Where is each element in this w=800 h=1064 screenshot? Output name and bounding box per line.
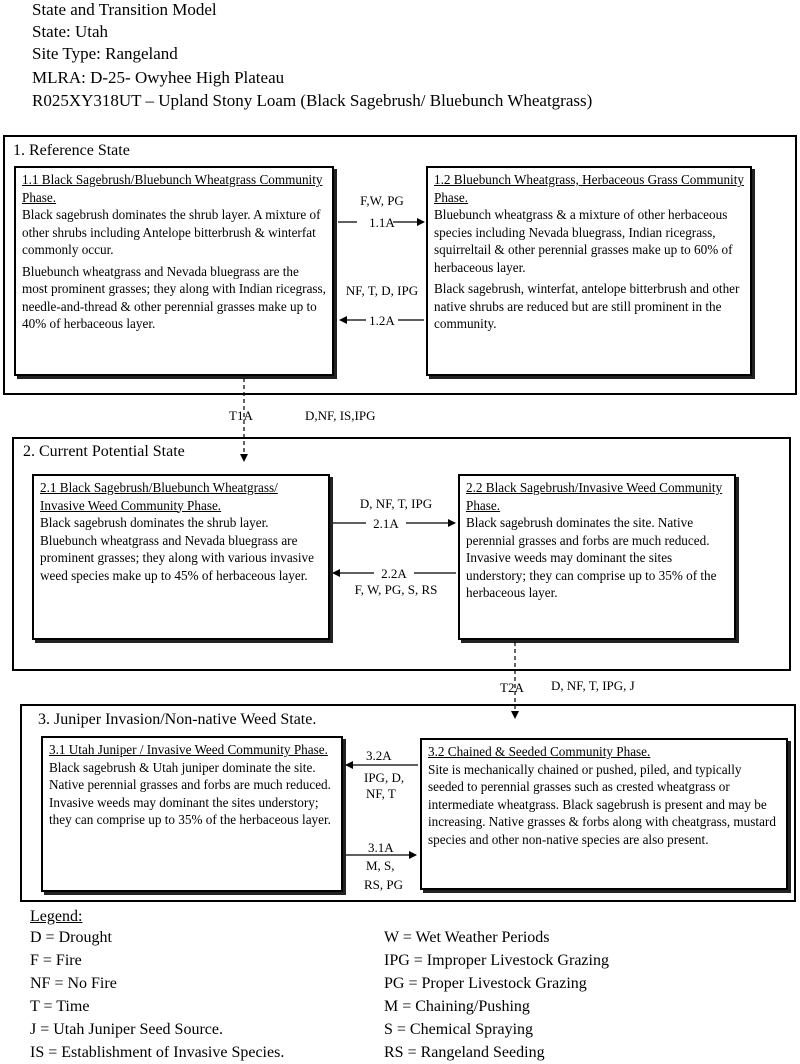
transition-2-2a-code: 2.2A: [381, 566, 407, 581]
phase-3-2-text: Site is mechanically chained or pushed, piled, and typically seeded to perennial grasses such as crested wheatgrass or intermediate wheatgrass. Black sagebrush is present and may be increasing. Native grasses & forbs along with cheatgrass, mustard species and other non-native species are also present.: [428, 761, 776, 847]
phase-1-2-text-shrubs: Black sagebrush, winterfat, antelope bitterbrush and other native shrubs are reduced but are still prominent in the community.: [434, 281, 740, 331]
phase-3-2-box: [420, 738, 788, 890]
transition-1-2a-causes: NF, T, D, IPG: [345, 283, 419, 298]
transition-t1a-code: T1A: [229, 408, 253, 423]
ecosite-line: R025XY318UT – Upland Stony Loam (Black Sagebrush/ Bluebunch Wheatgrass): [32, 91, 593, 110]
transition-2-1a-code: 2.1A: [373, 516, 399, 531]
state-line: State: Utah: [32, 22, 109, 41]
phase-2-2-box: [458, 474, 736, 640]
legend-item: T = Time: [30, 998, 90, 1015]
transition-t2a-causes: D, NF, T, IPG, J: [551, 678, 635, 693]
legend-item: RS = Rangeland Seeding: [384, 1044, 545, 1061]
phase-1-2-box: [426, 166, 752, 376]
transition-1-2a-code: 1.2A: [369, 313, 395, 328]
transition-3-2a-causes-2: NF, T: [366, 786, 396, 801]
phase-2-1-title: 2.1 Black Sagebrush/Bluebunch Wheatgrass/ Invasive Weed Community Phase.: [40, 480, 278, 513]
legend-item: S = Chemical Spraying: [384, 1021, 534, 1038]
transition-3-1a-causes-1: M, S,: [366, 858, 395, 873]
transition-2-2a-causes: F, W, PG, S, RS: [354, 582, 438, 597]
state-1-title: 1. Reference State: [13, 142, 130, 159]
phase-3-1-box: [41, 736, 343, 892]
state-3-title: 3. Juniper Invasion/Non-native Weed State.: [38, 711, 317, 728]
legend-item: M = Chaining/Pushing: [384, 998, 530, 1015]
legend-item: W = Wet Weather Periods: [384, 929, 550, 946]
legend-item: D = Drought: [30, 929, 112, 946]
transition-t1a-causes: D,NF, IS,IPG: [305, 408, 376, 423]
transition-t2a-code: T2A: [500, 680, 524, 695]
legend-item: F = Fire: [30, 952, 82, 969]
legend-title: Legend:: [30, 908, 83, 925]
site-type-line: Site Type: Rangeland: [32, 44, 178, 63]
phase-3-1-text: Black sagebrush & Utah juniper dominate the site. Native perennial grasses and forbs are much reduced. Invasive weeds may dominant the sites understory; they can comprise up to 35% of the herbaceous layer.: [49, 759, 331, 827]
phase-3-2-title: 3.2 Chained & Seeded Community Phase.: [428, 744, 651, 759]
phase-2-1-box: [32, 474, 330, 640]
diagram-title: State and Transition Model: [32, 0, 217, 19]
phase-1-1-text-grasses: Bluebunch wheatgrass and Nevada bluegrass are the most prominent grasses; they along with Indian ricegrass, needle-and-thread & other perennial grasses make up to 40% of herbaceous layer.: [22, 263, 326, 331]
mlra-line: MLRA: D-25- Owyhee High Plateau: [32, 68, 285, 87]
transition-3-1a-causes-2: RS, PG: [364, 877, 404, 892]
legend-item: NF = No Fire: [30, 975, 117, 992]
phase-1-1-box: [14, 166, 334, 376]
legend-item: IS = Establishment of Invasive Species.: [30, 1044, 285, 1061]
legend-item: J = Utah Juniper Seed Source.: [30, 1021, 223, 1038]
phase-1-1-text-shrubs: Black sagebrush dominates the shrub layer. A mixture of other shrubs including Antelope bitterbrush & winterfat commonly occur.: [22, 207, 321, 257]
transition-1-1a-code: 1.1A: [369, 215, 395, 230]
phase-1-2-title: 1.2 Bluebunch Wheatgrass, Herbaceous Grass Community Phase.: [434, 172, 744, 205]
transition-3-1a-code: 3.1A: [368, 840, 394, 855]
phase-1-1-title: 1.1 Black Sagebrush/Bluebunch Wheatgrass Community Phase.: [22, 172, 323, 205]
legend-item: PG = Proper Livestock Grazing: [384, 975, 587, 992]
transition-2-1a-causes: D, NF, T, IPG: [359, 496, 433, 511]
transition-3-2a-causes-1: IPG, D,: [364, 770, 405, 785]
phase-2-1-text: Black sagebrush dominates the shrub layer. Bluebunch wheatgrass and Nevada bluegrass are prominent grasses; they along with various invasive weed species make up to 45% of herbaceous layer.: [40, 515, 314, 583]
phase-2-2-text: Black sagebrush dominates the site. Native perennial grasses and forbs are much reduced. Invasive weeds may dominant the sites understory; they can comprise up to 35% of the herbaceous layer.: [466, 515, 717, 600]
transition-3-2a-code: 3.2A: [366, 748, 392, 763]
transition-1-1a-causes: F,W, PG: [360, 193, 404, 208]
phase-2-2-title: 2.2 Black Sagebrush/Invasive Weed Community Phase.: [466, 480, 723, 513]
legend-item: IPG = Improper Livestock Grazing: [384, 952, 609, 969]
phase-3-1-title: 3.1 Utah Juniper / Invasive Weed Community Phase.: [49, 742, 328, 757]
phase-1-2-text-grasses: Bluebunch wheatgrass & a mixture of other herbaceous species including Nevada bluegrass, Indian ricegrass, squirreltail & other perennial grasses make up to 60% of herbaceous layer.: [434, 207, 733, 275]
state-2-title: 2. Current Potential State: [23, 443, 185, 460]
